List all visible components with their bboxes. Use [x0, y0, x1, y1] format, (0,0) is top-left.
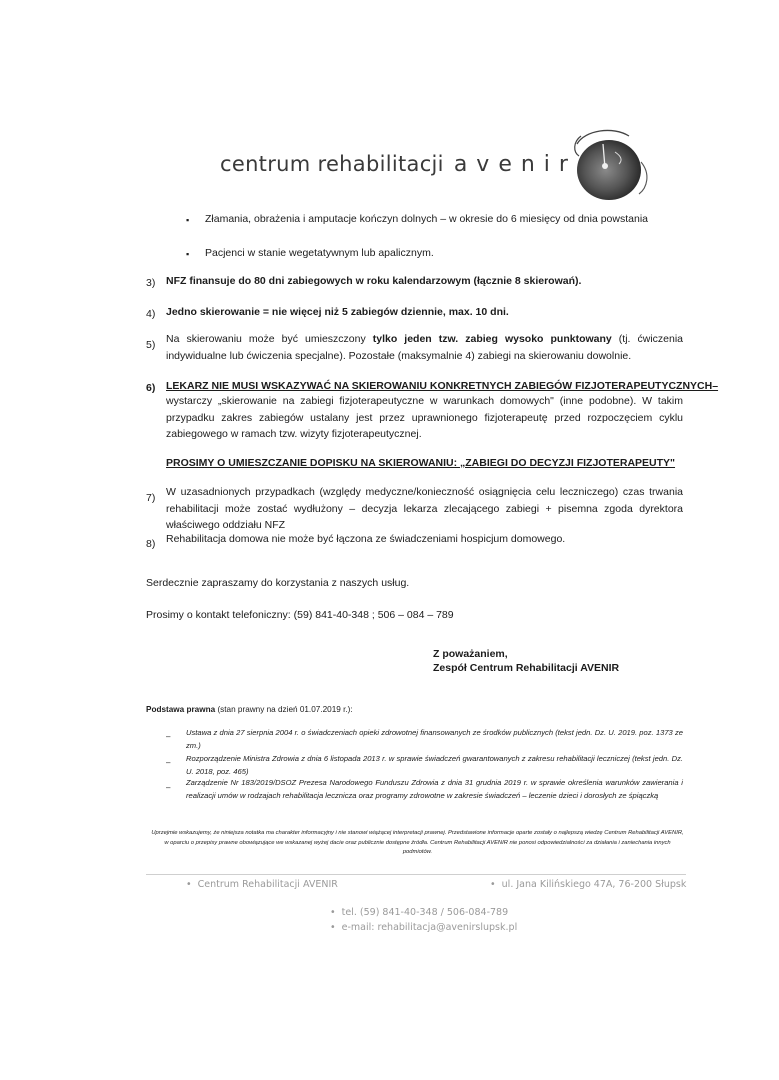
- closing-team: Zespół Centrum Rehabilitacji AVENIR: [433, 662, 620, 674]
- item-6-body: wystarczy „skierowanie na zabiegi fizjoterapeutyczne w warunkach domowych" (inne podobne). W takim przypadku zakres zabiegów ustalany jest przez uprawnionego fizjoterapeutę przed rozpoczęciem cyklu zabiegowego w ramach tzw. wizyty fizjoterapeutycznej.: [166, 395, 683, 440]
- closing-contact: Prosimy o kontakt telefoniczny: (59) 841-40-348 ; 506 – 084 – 789: [146, 609, 454, 621]
- closing-regards: Z poważaniem,: [433, 648, 508, 660]
- item-number: 5): [146, 339, 156, 351]
- item-number: 6): [146, 382, 156, 394]
- item-6-heading: LEKARZ NIE MUSI WSKAZYWAĆ NA SKIEROWANIU KONKRETNYCH ZABIEGÓW FIZJOTERAPEUTYCZNYCH–: [166, 380, 719, 392]
- bullet-marker: ▪: [186, 249, 190, 259]
- legal-item-2: Rozporządzenie Ministra Zdrowia z dnia 6 listopada 2013 r. w sprawie świadczeń gwarantowanych z zakresu rehabilitacji leczniczej (tekst jedn. Dz. U. 2018, poz. 465): [186, 754, 683, 776]
- item-7-text: W uzasadnionych przypadkach (względy medyczne/konieczność osiągnięcia celu leczniczego) czas trwania rehabilitacji może zostać wydłużony – decyzja lekarza zlecającego zabiegi + pisemna zgoda dyrektora właściwego oddziału NFZ: [166, 486, 683, 531]
- footer-company-text: Centrum Rehabilitacji AVENIR: [197, 879, 338, 890]
- legal-title: [146, 702, 353, 719]
- bullet-text-1: Złamania, obrażenia i amputacje kończyn dolnych – w okresie do 6 miesięcy od dnia powstania: [205, 213, 648, 225]
- footer-email[interactable]: • e-mail: rehabilitacja@avenirslupsk.pl: [330, 922, 518, 933]
- item-number: 3): [146, 277, 156, 289]
- item-5-post: (tj. ćwiczenia indywidualne lub ćwiczenia specjalne). Pozostałe (maksymalnie 4) zabiegi na skierowaniu dowolnie.: [166, 333, 684, 362]
- item-3-text: NFZ finansuje do 80 dni zabiegowych w roku kalendarzowym (łącznie 8 skierowań).: [166, 275, 582, 287]
- logo-text: centrum rehabilitacji: [220, 152, 444, 176]
- logo-brand: avenir: [453, 152, 577, 177]
- item-5-pre: Na skierowaniu może być umieszczony: [166, 333, 373, 345]
- legal-title-rest: (stan prawny na dzień 01.07.2019 r.):: [215, 705, 353, 714]
- closing-invite: Serdecznie zapraszamy do korzystania z naszych usług.: [146, 577, 410, 589]
- item-number: 7): [146, 492, 156, 504]
- legal-item-1: Ustawa z dnia 27 sierpnia 2004 r. o świadczeniach opieki zdrowotnej finansowanych ze środków publicznych (tekst jedn. Dz. U. 2019. poz. 1373 ze zm.): [186, 728, 683, 750]
- item-5-text: [166, 331, 683, 364]
- footer-email-link[interactable]: e-mail: rehabilitacja@avenirslupsk.pl: [341, 922, 518, 933]
- legal-item-3: Zarządzenie Nr 183/2019/DSOZ Prezesa Narodowego Funduszu Zdrowia z dnia 31 grudnia 2019 r. w sprawie określenia warunków zawierania i realizacji umów w rodzajach rehabilitacja lecznicza oraz programy zdrowotne w zakresie świadczeń – leczenie dzieci i dorosłych ze śpiączką: [186, 778, 683, 800]
- bullet-text-2: Pacjenci w stanie wegetatywnym lub apalicznym.: [205, 247, 434, 259]
- item-5-bold: tylko jeden tzw. zabieg wysoko punktowany: [372, 333, 612, 345]
- item-number: 8): [146, 538, 156, 550]
- logo-icon: [555, 122, 653, 210]
- item-4-text: Jedno skierowanie = nie więcej niż 5 zabiegów dziennie, max. 10 dni.: [166, 306, 509, 318]
- legal-title-bold: Podstawa prawna: [146, 705, 216, 714]
- legal-dash: –: [166, 758, 171, 767]
- logo-wordmark: [220, 152, 577, 177]
- bullet-marker: ▪: [186, 215, 190, 225]
- legal-dash: –: [166, 783, 171, 792]
- item-8-text: Rehabilitacja domowa nie może być łączona ze świadczeniami hospicjum domowego.: [166, 533, 566, 545]
- footer-company: • Centrum Rehabilitacji AVENIR: [186, 879, 338, 890]
- footer-phone-text: tel. (59) 841-40-348 / 506-084-789: [341, 907, 509, 918]
- legal-dash: –: [166, 732, 171, 741]
- item-number: 4): [146, 308, 156, 320]
- footer-address-text: ul. Jana Kilińskiego 47A, 76-200 Słupsk: [501, 879, 687, 890]
- footer-address: • ul. Jana Kilińskiego 47A, 76-200 Słupsk: [490, 879, 687, 890]
- disclaimer: Uprzejmie wskazujemy, że niniejsza notatka ma charakter informacyjny i nie stanowi wiążącej interpretacji prawnej. Przedstawione informacje oparte zostały o najlepszą wiedzę Centrum Rehabilitacji AVENIR, w oparciu o przepisy prawne obowiązujące we wskazanej wyżej dacie oraz publicznie dostępne źródła. Centrum Rehabilitacji AVENIR nie ponosi odpowiedzialności za działania i zaniechania innych podmiotów.: [151, 830, 684, 855]
- footer-phone: • tel. (59) 841-40-348 / 506-084-789: [330, 907, 509, 918]
- footer-divider: [146, 874, 686, 875]
- item-6-request: PROSIMY O UMIESZCZANIE DOPISKU NA SKIEROWANIU: „ZABIEGI DO DECYZJI FIZJOTERAPEUTY": [166, 457, 676, 469]
